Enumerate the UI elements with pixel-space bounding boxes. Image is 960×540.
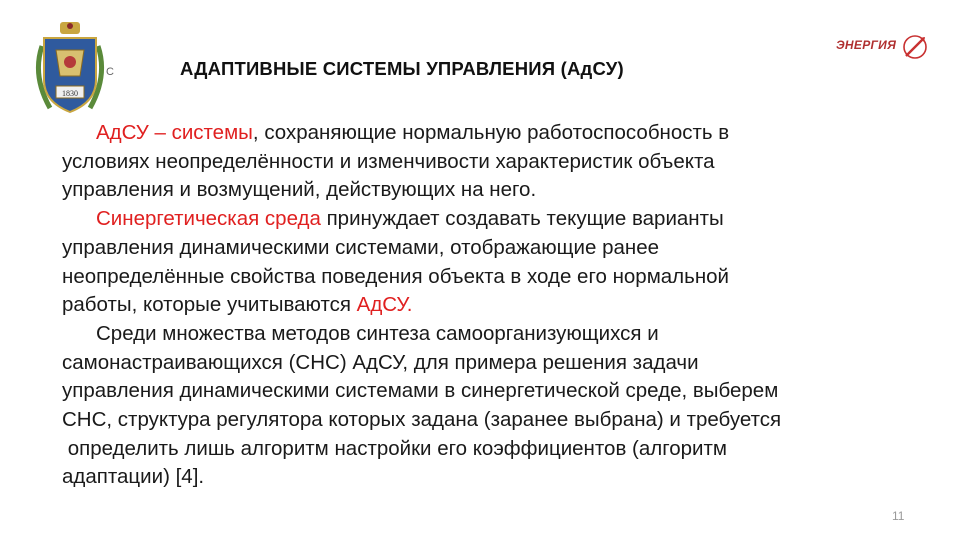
p3-line5: определить лишь алгоритм настройки его коэффициентов (алгоритм: [62, 436, 727, 460]
p3-line3: управления динамическими системами в синергетической среде, выберем: [62, 379, 779, 403]
crest-year: 1830: [62, 89, 78, 98]
slide-title: АДАПТИВНЫЕ СИСТЕМЫ УПРАВЛЕНИЯ (АдСУ): [180, 58, 624, 79]
page-number: 11: [892, 509, 905, 523]
paragraph-3: [62, 320, 912, 492]
p1-line1-text: , сохраняющие нормальную работоспособность в: [252, 121, 730, 144]
p3-line6: адаптации) [4].: [62, 465, 205, 489]
p2-line3: неопределённые свойства поведения объекта в ходе его нормальной: [62, 264, 730, 288]
energia-logo-text: ЭНЕРГИЯ: [836, 38, 897, 52]
p2-line2: управления динамическими системами, отображающие ранее: [62, 235, 660, 259]
term-adsu-systems: АдСУ – системы: [96, 121, 253, 144]
p3-line4: СНС, структура регулятора которых задана (заранее выбрана) и требуется: [62, 408, 782, 432]
p3-line1: Среди множества методов синтеза самоорганизующихся и: [96, 321, 659, 345]
p1-line2: условиях неопределённости и изменчивости характеристик объекта: [62, 149, 715, 173]
slide-body: [62, 119, 912, 492]
term-synergetic-environment: Синергетическая среда: [96, 207, 321, 231]
p3-line2: самонастраивающихся (СНС) АдСУ, для примера решения задачи: [62, 350, 699, 374]
paragraph-2: [62, 205, 912, 320]
paragraph-1: [62, 119, 912, 205]
term-adsu: АдСУ.: [356, 293, 413, 317]
p2-line1-text: принуждает создавать текущие варианты: [320, 207, 724, 231]
university-crest-logo: [30, 16, 110, 120]
p1-line3: управления и возмущений, действующих на него.: [62, 178, 537, 202]
p2-line4-text: работы, которые учитываются: [62, 293, 357, 317]
energia-logo: [836, 32, 928, 62]
crest-letter: С: [106, 66, 114, 78]
rocket-orbit-icon: [900, 32, 930, 62]
